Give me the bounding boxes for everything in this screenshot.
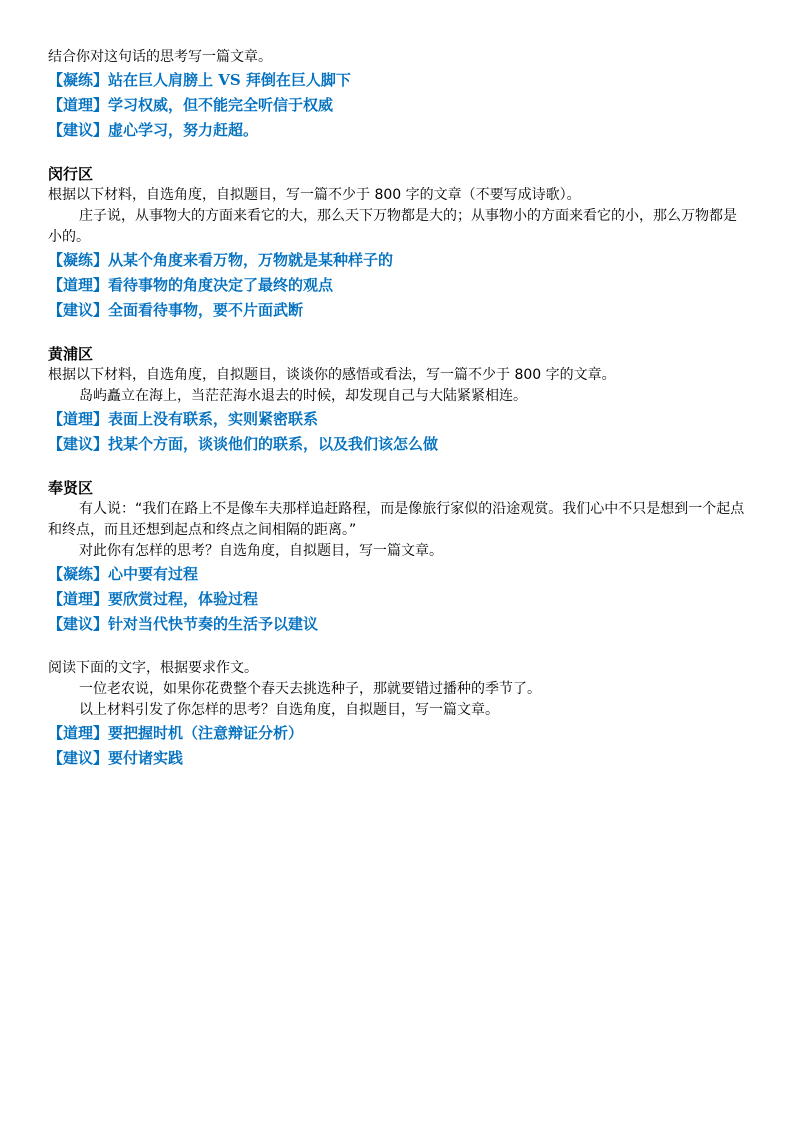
- material-paragraph: 有人说：“我们在路上不是像车夫那样追赶路程，而是像旅行家似的沿途观赏。我们心中不只是想到一个起点和终点，而且还想到起点和终点之间相隔的距离。”: [48, 501, 745, 538]
- prompt-paragraph: 以上材料引发了你怎样的思考？自选角度，自拟题目，写一篇文章。: [79, 702, 499, 718]
- prompt-paragraph: 根据以下材料，自选角度，自拟题目，写一篇不少于 800 字的文章（不要写成诗歌）。: [48, 187, 581, 203]
- reasoning-tag: 【道理】要把握时机（注意辩证分析）: [48, 724, 304, 742]
- district-heading: 闵行区: [48, 165, 94, 183]
- prompt-block-minhang: [48, 164, 748, 323]
- prompt-block-fengxian: [48, 478, 748, 637]
- document-page: [48, 47, 748, 771]
- prompt-block-huangpu: [48, 344, 748, 457]
- condense-tag: 【凝练】从某个角度来看万物，万物就是某种样子的: [48, 251, 394, 269]
- reasoning-tag: 【道理】表面上没有联系，实则紧密联系: [48, 410, 319, 428]
- reasoning-tag: 【道理】要欣赏过程，体验过程: [48, 590, 259, 608]
- prompt-paragraph: 对此你有怎样的思考？自选角度，自拟题目，写一篇文章。: [79, 543, 443, 559]
- prompt-block: [48, 47, 748, 143]
- suggestion-tag: 【建议】全面看待事物，要不片面武断: [48, 301, 304, 319]
- suggestion-tag: 【建议】要付诸实践: [48, 749, 184, 767]
- condense-tag: 【凝练】心中要有过程: [48, 565, 199, 583]
- material-paragraph: 岛屿矗立在海上，当茫茫海水退去的时候，却发现自己与大陆紧紧相连。: [79, 388, 527, 404]
- suggestion-tag: 【建议】虚心学习，努力赶超。: [48, 121, 259, 139]
- prompt-block: [48, 658, 748, 771]
- reasoning-tag: 【道理】看待事物的角度决定了最终的观点: [48, 276, 334, 294]
- prompt-paragraph: 阅读下面的文字，根据要求作文。: [48, 660, 258, 676]
- reasoning-tag: 【道理】学习权威，但不能完全听信于权威: [48, 96, 334, 114]
- suggestion-tag: 【建议】针对当代快节奏的生活予以建议: [48, 615, 319, 633]
- district-heading: 奉贤区: [48, 479, 94, 497]
- material-paragraph: 一位老农说，如果你花费整个春天去挑选种子，那就要错过播种的季节了。: [79, 681, 541, 697]
- prompt-paragraph: 结合你对这句话的思考写一篇文章。: [48, 49, 272, 65]
- district-heading: 黄浦区: [48, 345, 94, 363]
- prompt-paragraph: 根据以下材料，自选角度，自拟题目，谈谈你的感悟或看法，写一篇不少于 800 字的文章。: [48, 367, 616, 383]
- material-paragraph: 庄子说，从事物大的方面来看它的大，那么天下万物都是大的；从事物小的方面来看它的小，那么万物都是小的。: [48, 208, 737, 245]
- suggestion-tag: 【建议】找某个方面，谈谈他们的联系，以及我们该怎么做: [48, 435, 439, 453]
- condense-tag: 【凝练】站在巨人肩膀上 VS 拜倒在巨人脚下: [48, 71, 351, 89]
